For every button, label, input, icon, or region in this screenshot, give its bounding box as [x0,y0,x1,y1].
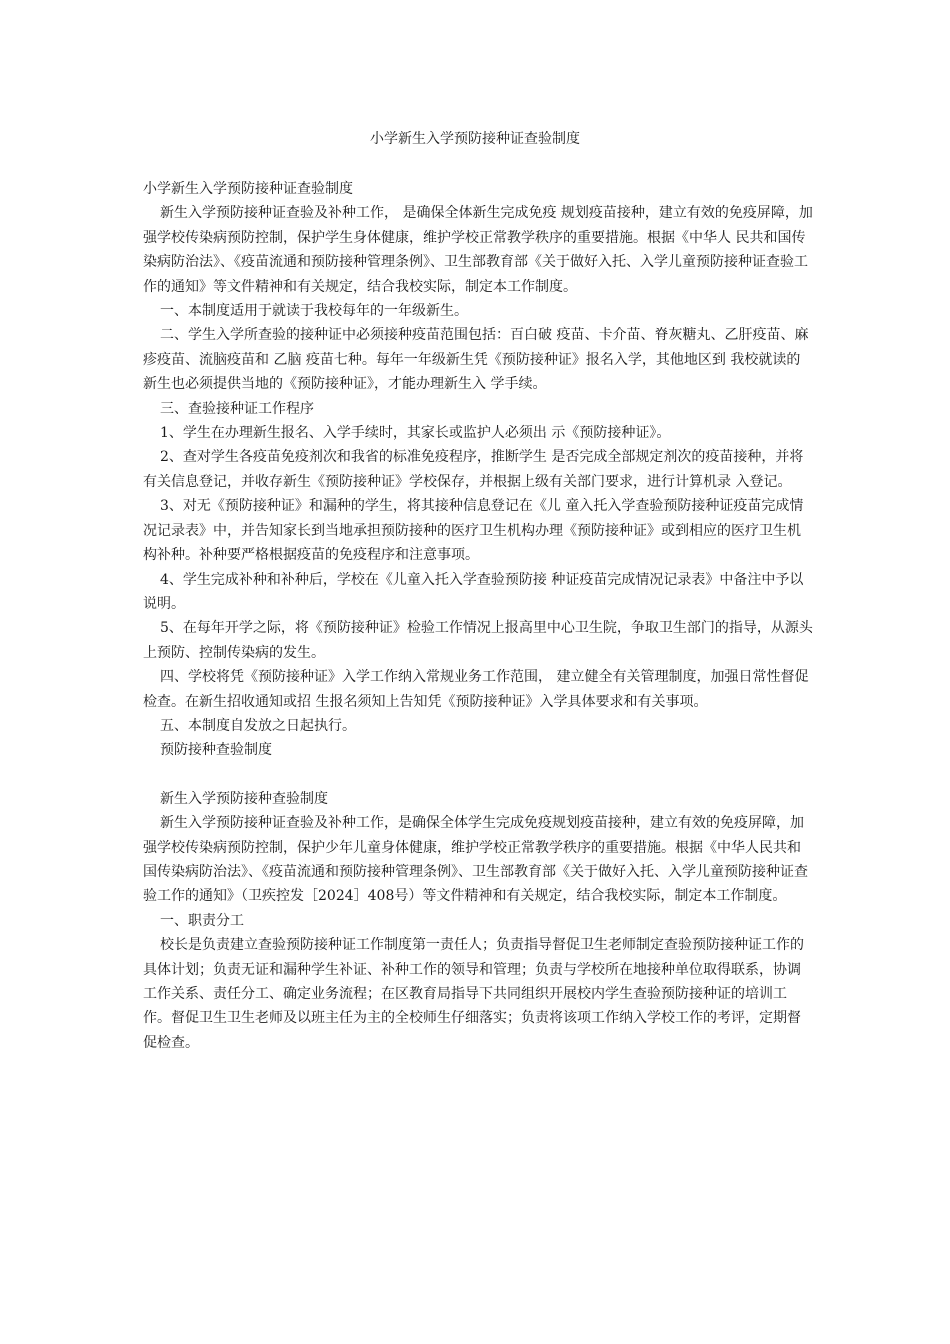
paragraph: 五、本制度自发放之日起执行。 [160,717,356,734]
paragraph: 2、查对学生各疫苗免疫剂次和我省的标准免疫程序，推断学生 是否完成全部规定剂次的疫苗接种，并将有关信息登记，并收存新生《预防接种证》学校保存，并根据上级有关部门要求，进行计算机录 入登记。 [143,449,804,490]
paragraph: 新生入学预防接种证查验及补种工作，是确保全体学生完成免疫规划疫苗接种，建立有效的免疫屏障，加强学校传染病预防控制，保护少年儿童身体健康，维护学校正常教学秩序的重要措施。根据《中华人民共和国传染病防治法》、《疫苗流通和预防接种管理条例》、卫生部教育部《关于做好入托、入学儿童预防接种证查验工作的通知》（卫疾控发［2024］408号）等文件精神和有关规定，结合我校实际，制定本工作制度。 [143,815,808,905]
paragraph: 4、学生完成补种和补种后，学校在《儿童入托入学查验预防接 种证疫苗完成情况记录表》中备注中予以说明。 [143,571,804,612]
paragraph: 1、学生在办理新生报名、入学手续时，其家长或监护人必须出 示《预防接种证》。 [160,425,671,442]
paragraph: 新生入学预防接种证查验及补种工作， 是确保全体新生完成免疫 规划疫苗接种，建立有效的免疫屏障，加强学校传染病预防控制，保护学生身体健康，维护学校正常教学秩序的重要措施。根据《中华人 民共和国传染病防治法》、《疫苗流通和预防接种管理条例》、卫生部教育部《关于做好入托、入学儿童预防接种证查验工作的通知》等文件精神和有关规定，结合我校实际，制定本工作制度。 [143,205,813,295]
paragraph: 5、在每年开学之际，将《预防接种证》检验工作情况上报高里中心卫生院，争取卫生部门的指导，从源头上预防、控制传染病的发生。 [143,620,813,661]
paragraph: 一、本制度适用于就读于我校每年的一年级新生。 [160,303,468,320]
section-heading: 预防接种查验制度 [160,742,272,759]
spacer [143,763,813,787]
paragraph: 校长是负责建立查验预防接种证工作制度第一责任人；负责指导督促卫生老师制定查验预防接种证工作的具体计划；负责无证和漏种学生补证、补种工作的领导和管理；负责与学校所在地接种单位取得联系，协调工作关系、责任分工、确定业务流程；在区教育局指导下共同组织开展校内学生查验预防接种证的培训工作。督促卫生卫生老师及以班主任为主的全校师生仔细落实；负责将该项工作纳入学校工作的考评，定期督促检查。 [143,937,804,1051]
paragraph: 二、学生入学所查验的接种证中必须接种疫苗范围包括：百白破 疫苗、卡介苗、脊灰糖丸、乙肝疫苗、麻疹疫苗、流脑疫苗和 乙脑 疫苗七种。每年一年级新生凭《预防接种证》报名入学，其他地区到 我校就读的新生也必须提供当地的《预防接种证》，才能办理新生入 学手续。 [143,327,809,393]
paragraph: 3、对无《预防接种证》和漏种的学生，将其接种信息登记在《儿 童入托入学查验预防接种证疫苗完成情况记录表》中，并告知家长到当地承担预防接种的医疗卫生机构办理《预防接种证》或到相应的医疗卫生机构补种。补种要严格根据疫苗的免疫程序和注意事项。 [143,498,804,564]
section-heading: 小学新生入学预防接种证查验制度 [143,181,353,197]
section-heading: 新生入学预防接种查验制度 [160,790,328,807]
document-title: 小学新生入学预防接种证查验制度 [370,131,580,147]
paragraph: 四、学校将凭《预防接种证》入学工作纳入常规业务工作范围， 建立健全有关管理制度，加强日常性督促检查。在新生招收通知或招 生报名须知上告知凭《预防接种证》入学具体要求和有关事项。 [143,669,809,710]
paragraph: 三、查验接种证工作程序 [160,400,314,417]
paragraph: 一、职责分工 [160,912,244,929]
document-body [143,177,813,1055]
